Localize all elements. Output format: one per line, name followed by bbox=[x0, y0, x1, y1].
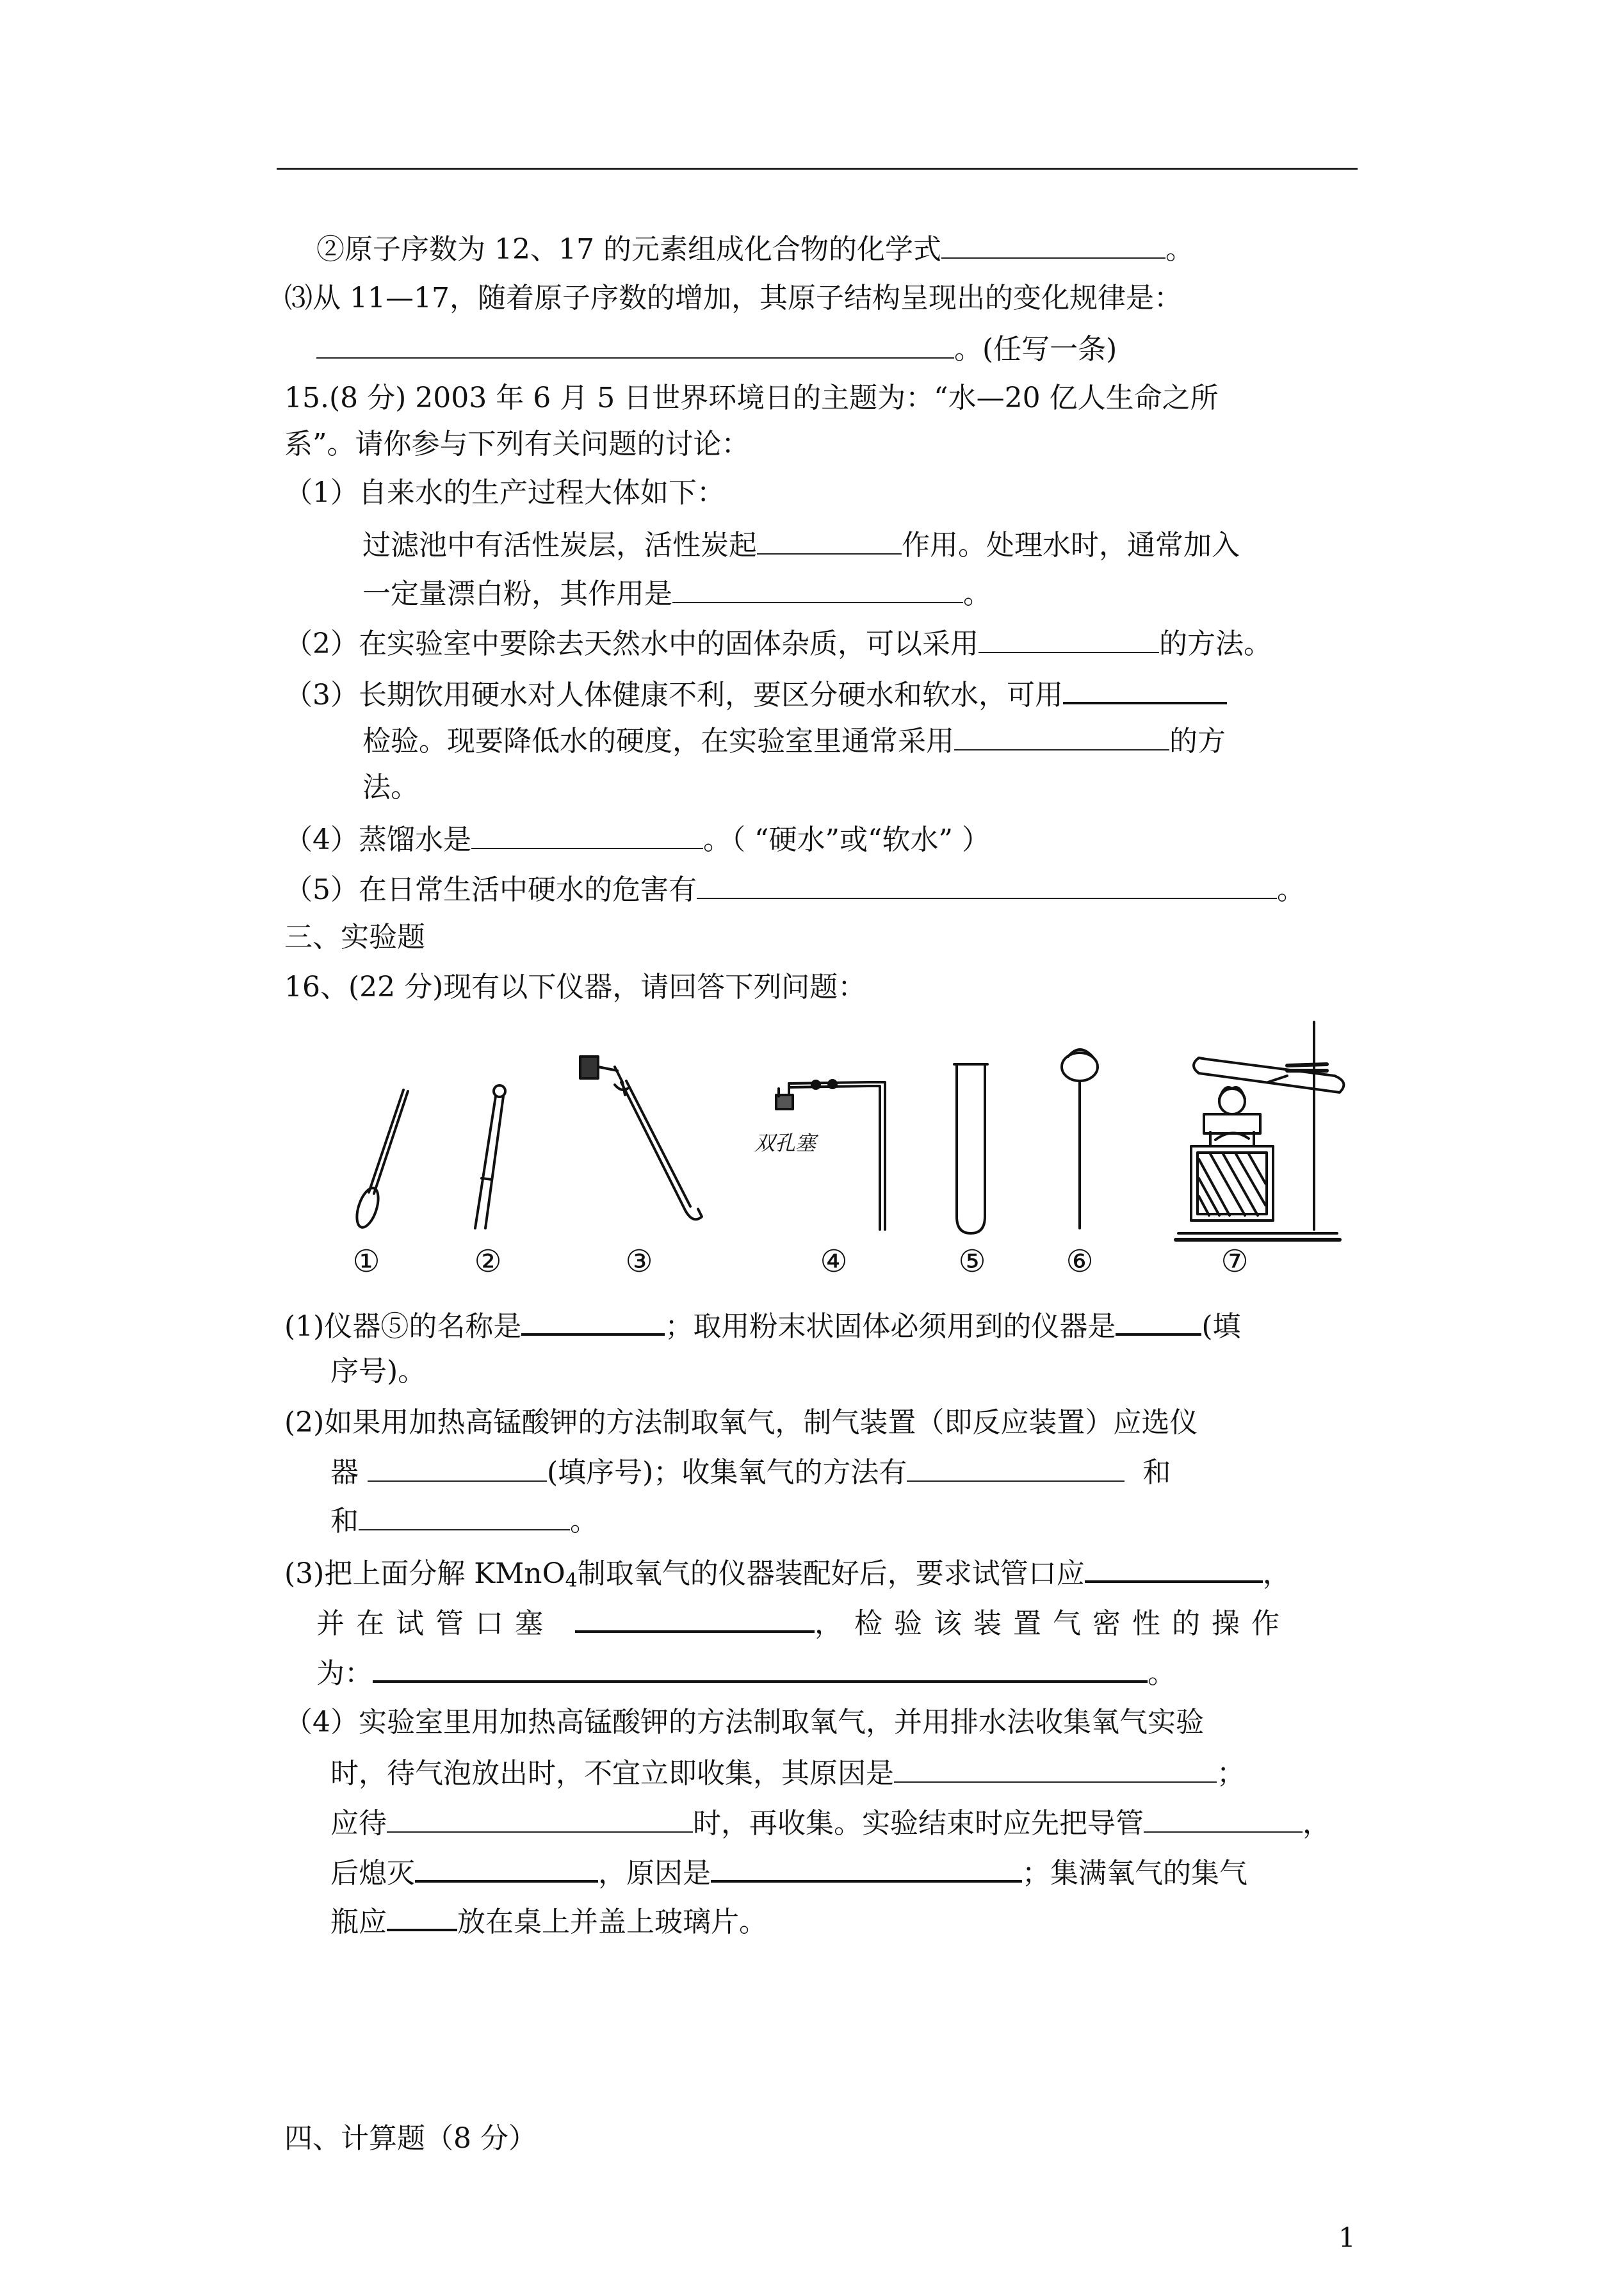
question-line: 一定量漂白粉，其作用是 。 bbox=[362, 574, 991, 613]
figure-number: ⑦ bbox=[1221, 1244, 1249, 1279]
question-line: 器 (填序号)；收集氧气的方法有 和 bbox=[330, 1452, 1171, 1492]
question-line: （1）自来水的生产过程大体如下： bbox=[284, 476, 725, 509]
question-15-heading: 15.(8 分) 2003 年 6 月 5 日世界环境日的主题为：“水—20 亿人生命之所 bbox=[284, 382, 1219, 414]
question-line: （3）长期饮用硬水对人体健康不利，要区分硬水和软水，可用 bbox=[284, 674, 1227, 715]
round-bottom-icon bbox=[1062, 1050, 1098, 1228]
question-line: 时，待气泡放出时，不宜立即收集，其原因是 ； bbox=[330, 1753, 1245, 1793]
page-number: 1 bbox=[1338, 2222, 1356, 2253]
question-line: 。(任写一条) bbox=[316, 329, 1117, 369]
question-line: 瓶应 放在桌上并盖上玻璃片。 bbox=[330, 1901, 767, 1942]
figure-number: ④ bbox=[820, 1244, 848, 1279]
question-line: 法。 bbox=[362, 771, 419, 804]
question-line: （2）在实验室中要除去天然水中的固体杂质，可以采用 的方法。 bbox=[284, 624, 1272, 663]
heating-apparatus-icon bbox=[1176, 1022, 1344, 1240]
figure-number: ③ bbox=[625, 1244, 653, 1279]
delivery-tube-icon bbox=[580, 1057, 702, 1219]
question-line: 序号)。 bbox=[330, 1355, 426, 1388]
question-line: 和 。 bbox=[330, 1501, 598, 1541]
section-heading: 四、计算题（8 分） bbox=[284, 2122, 537, 2155]
question-line: ②原子序数为 12、17 的元素组成化合物的化学式 。 bbox=[316, 229, 1194, 269]
question-line: 应待 时，再收集。实验结束时应先把导管 ， bbox=[330, 1803, 1331, 1843]
question-line: 并在试管口塞 ，检验该装置气密性的操作 bbox=[316, 1602, 1291, 1643]
question-line: 为： 。 bbox=[316, 1652, 1176, 1693]
question-line: 系”。请你参与下列有关问题的讨论： bbox=[284, 428, 750, 460]
figure-number: ① bbox=[352, 1244, 380, 1279]
question-line: （4）实验室里用加热高锰酸钾的方法制取氧气，并用排水法收集氧气实验 bbox=[284, 1706, 1204, 1739]
question-line: (3)把上面分解 KMnO$_4$制取氧气的仪器装配好后，要求试管口应 ， bbox=[284, 1552, 1291, 1600]
question-line: (1)仪器⑤的名称是 ；取用粉末状固体必须用到的仪器是 (填 bbox=[284, 1305, 1241, 1346]
section-heading: 三、实验题 bbox=[284, 921, 425, 953]
question-line: ⑶从 11—17，随着原子序数的增加，其原子结构呈现出的变化规律是： bbox=[284, 282, 1182, 314]
tweezers-icon bbox=[475, 1085, 505, 1228]
figure-number: ② bbox=[474, 1244, 502, 1279]
question-line: （5）在日常生活中硬水的危害有 。 bbox=[284, 870, 1305, 909]
stopper-label: 双孔塞 bbox=[754, 1131, 816, 1155]
spoon-icon bbox=[353, 1090, 408, 1230]
figure-number: ⑥ bbox=[1066, 1244, 1094, 1279]
question-line: (2)如果用加热高锰酸钾的方法制取氧气，制气装置（即反应装置）应选仪 bbox=[284, 1406, 1198, 1439]
question-line: 过滤池中有活性炭层，活性炭起 作用。处理水时，通常加入 bbox=[362, 525, 1240, 565]
question-16-heading: 16、(22 分)现有以下仪器，请回答下列问题： bbox=[284, 971, 866, 1003]
test-tube-icon bbox=[954, 1064, 987, 1233]
question-line: 后熄灭 ，原因是 ；集满氧气的集气 bbox=[330, 1852, 1247, 1893]
question-line: （4）蒸馏水是 。（ “硬水”或“软水” ） bbox=[284, 820, 990, 859]
question-line: 检验。现要降低水的硬度，在实验室里通常采用 的方 bbox=[362, 721, 1226, 761]
figure-number: ⑤ bbox=[958, 1244, 986, 1279]
